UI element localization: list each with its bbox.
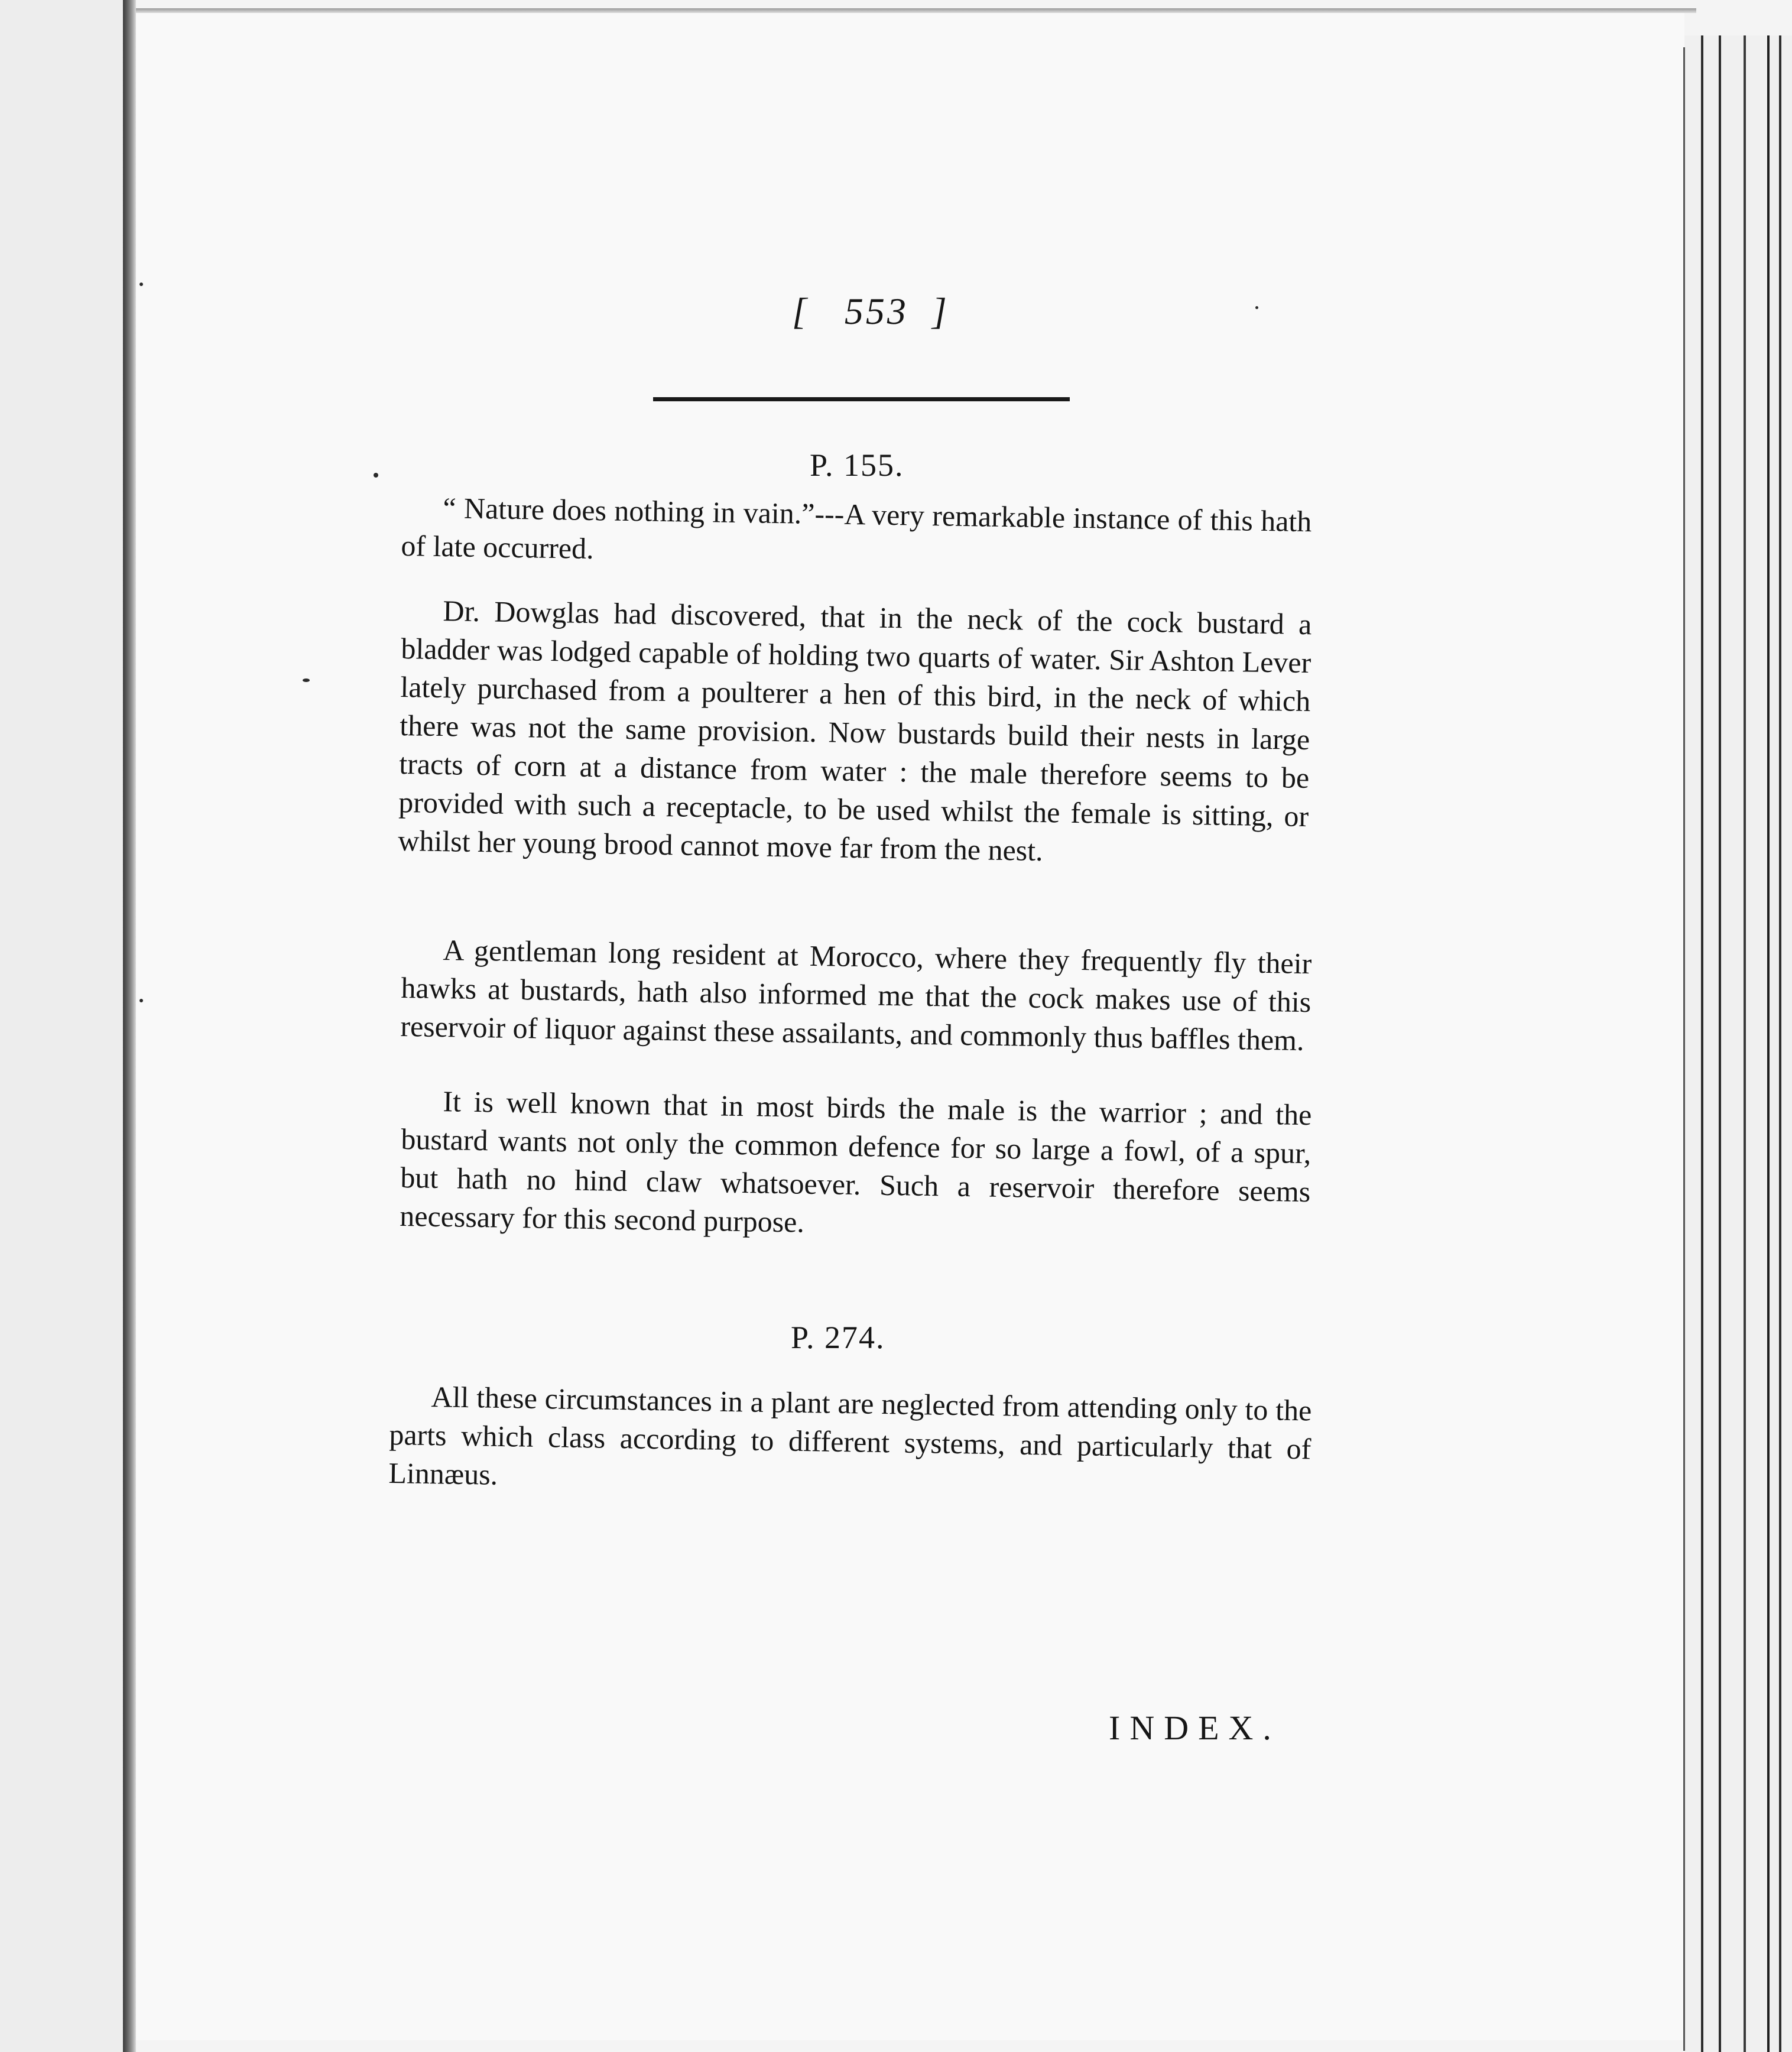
header-rule [653, 397, 1070, 401]
page-edge-line [1683, 47, 1685, 2051]
paper-speck [139, 999, 143, 1002]
page-edge-line [1719, 35, 1721, 2052]
page-edge-line [1744, 35, 1746, 2052]
section-heading: P. 274. [791, 1320, 885, 1355]
page-number [792, 290, 961, 333]
paragraph: Dr. Dowglas had discovered, that in the neck of the cock bustard a bladder was lodged capable of holding two quarts of water. Sir Ashton Lever lately purchased from a poulterer a hen of this bird, in the neck of which there was not the same provision. Now bustards build their nests in large tracts of corn at a distance from water : the male therefore seems to be provided with such a receptacle, to be used whilst the female is sitting, or whilst her young brood cannot move far from the nest. [397, 594, 1312, 868]
page-edge-line [1767, 35, 1770, 2052]
folio-close-bracket: ] [931, 290, 961, 332]
facing-page-edge [0, 0, 127, 2052]
paragraph: All these circumstances in a plant are neglected from attending only to the parts which class according to different systems, and particularly that of Linnæus. [388, 1380, 1312, 1491]
paper-speck [374, 473, 378, 478]
paper-speck [303, 678, 310, 682]
paper-speck [139, 283, 143, 286]
page-edge-line [1779, 35, 1781, 2052]
paper-speck [1255, 306, 1258, 309]
book-gutter [123, 0, 136, 2052]
page-edge-line [1701, 35, 1703, 2052]
paragraph: “ Nature does nothing in vain.”---A very remarkable instance of this hath of late occurred. [401, 491, 1312, 566]
folio-number: 553 [844, 290, 908, 332]
section-heading: P. 155. [810, 447, 904, 483]
paragraph: A gentleman long resident at Morocco, where they frequently fly their hawks at bustards, hath also informed me that the cock makes use of this reservoir of liquor against these assailants, and commonly thus baffles them. [400, 933, 1312, 1057]
page-top-edge [136, 8, 1696, 13]
paragraph: It is well known that in most birds the male is the warrior ; and the bustard wants not only the common defence for so large a fowl, of a spur, but hath no hind claw whatsoever. Such a reservoir therefore seems necessary for this second purpose. [399, 1085, 1312, 1239]
catchword: INDEX. [1109, 1709, 1281, 1747]
folio-open-bracket: [ [792, 290, 821, 332]
